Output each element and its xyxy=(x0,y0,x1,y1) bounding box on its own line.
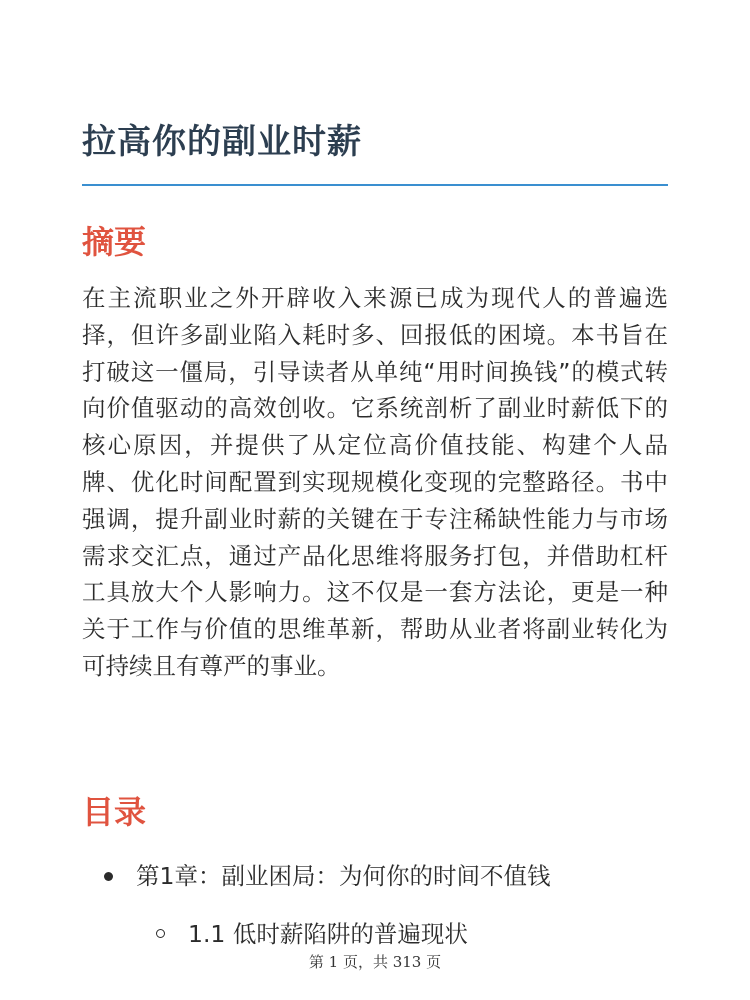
document-title: 拉高你的副业时薪 xyxy=(82,122,362,162)
bullet-circle-icon xyxy=(156,929,165,938)
toc-item-chapter-1[interactable] xyxy=(110,858,550,894)
toc-heading: 目录 xyxy=(82,793,147,831)
toc-item-section-1-1[interactable] xyxy=(162,916,468,952)
abstract-heading: 摘要 xyxy=(82,223,147,261)
page-number: 第 1 页，共 313 页 xyxy=(308,953,442,971)
toc-item-label: 1.1 低时薪陷阱的普遍现状 xyxy=(188,920,468,948)
abstract-paragraph: 在主流职业之外开辟收入来源已成为现代人的普遍选择，但许多副业陷入耗时多、回报低的困境。本书旨在打破这一僵局，引导读者从单纯“用时间换钱”的模式转向价值驱动的高效创收。它系统剖析了副业时薪低下的核心原因，并提供了从定位高价值技能、构建个人品牌、优化时间配置到实现规模化变现的完整路径。书中强调，提升副业时薪的关键在于专注稀缺性能力与市场需求交汇点，通过产品化思维将服务打包，并借助杠杆工具放大个人影响力。这不仅是一套方法论，更是一种关于工作与价值的思维革新，帮助从业者将副业转化为可持续且有尊严的事业。 xyxy=(82,284,668,680)
bullet-disc-icon xyxy=(104,872,113,881)
toc-item-label: 第1章：副业困局：为何你的时间不值钱 xyxy=(136,862,551,890)
document-page xyxy=(82,0,668,1000)
title-divider xyxy=(82,184,668,186)
